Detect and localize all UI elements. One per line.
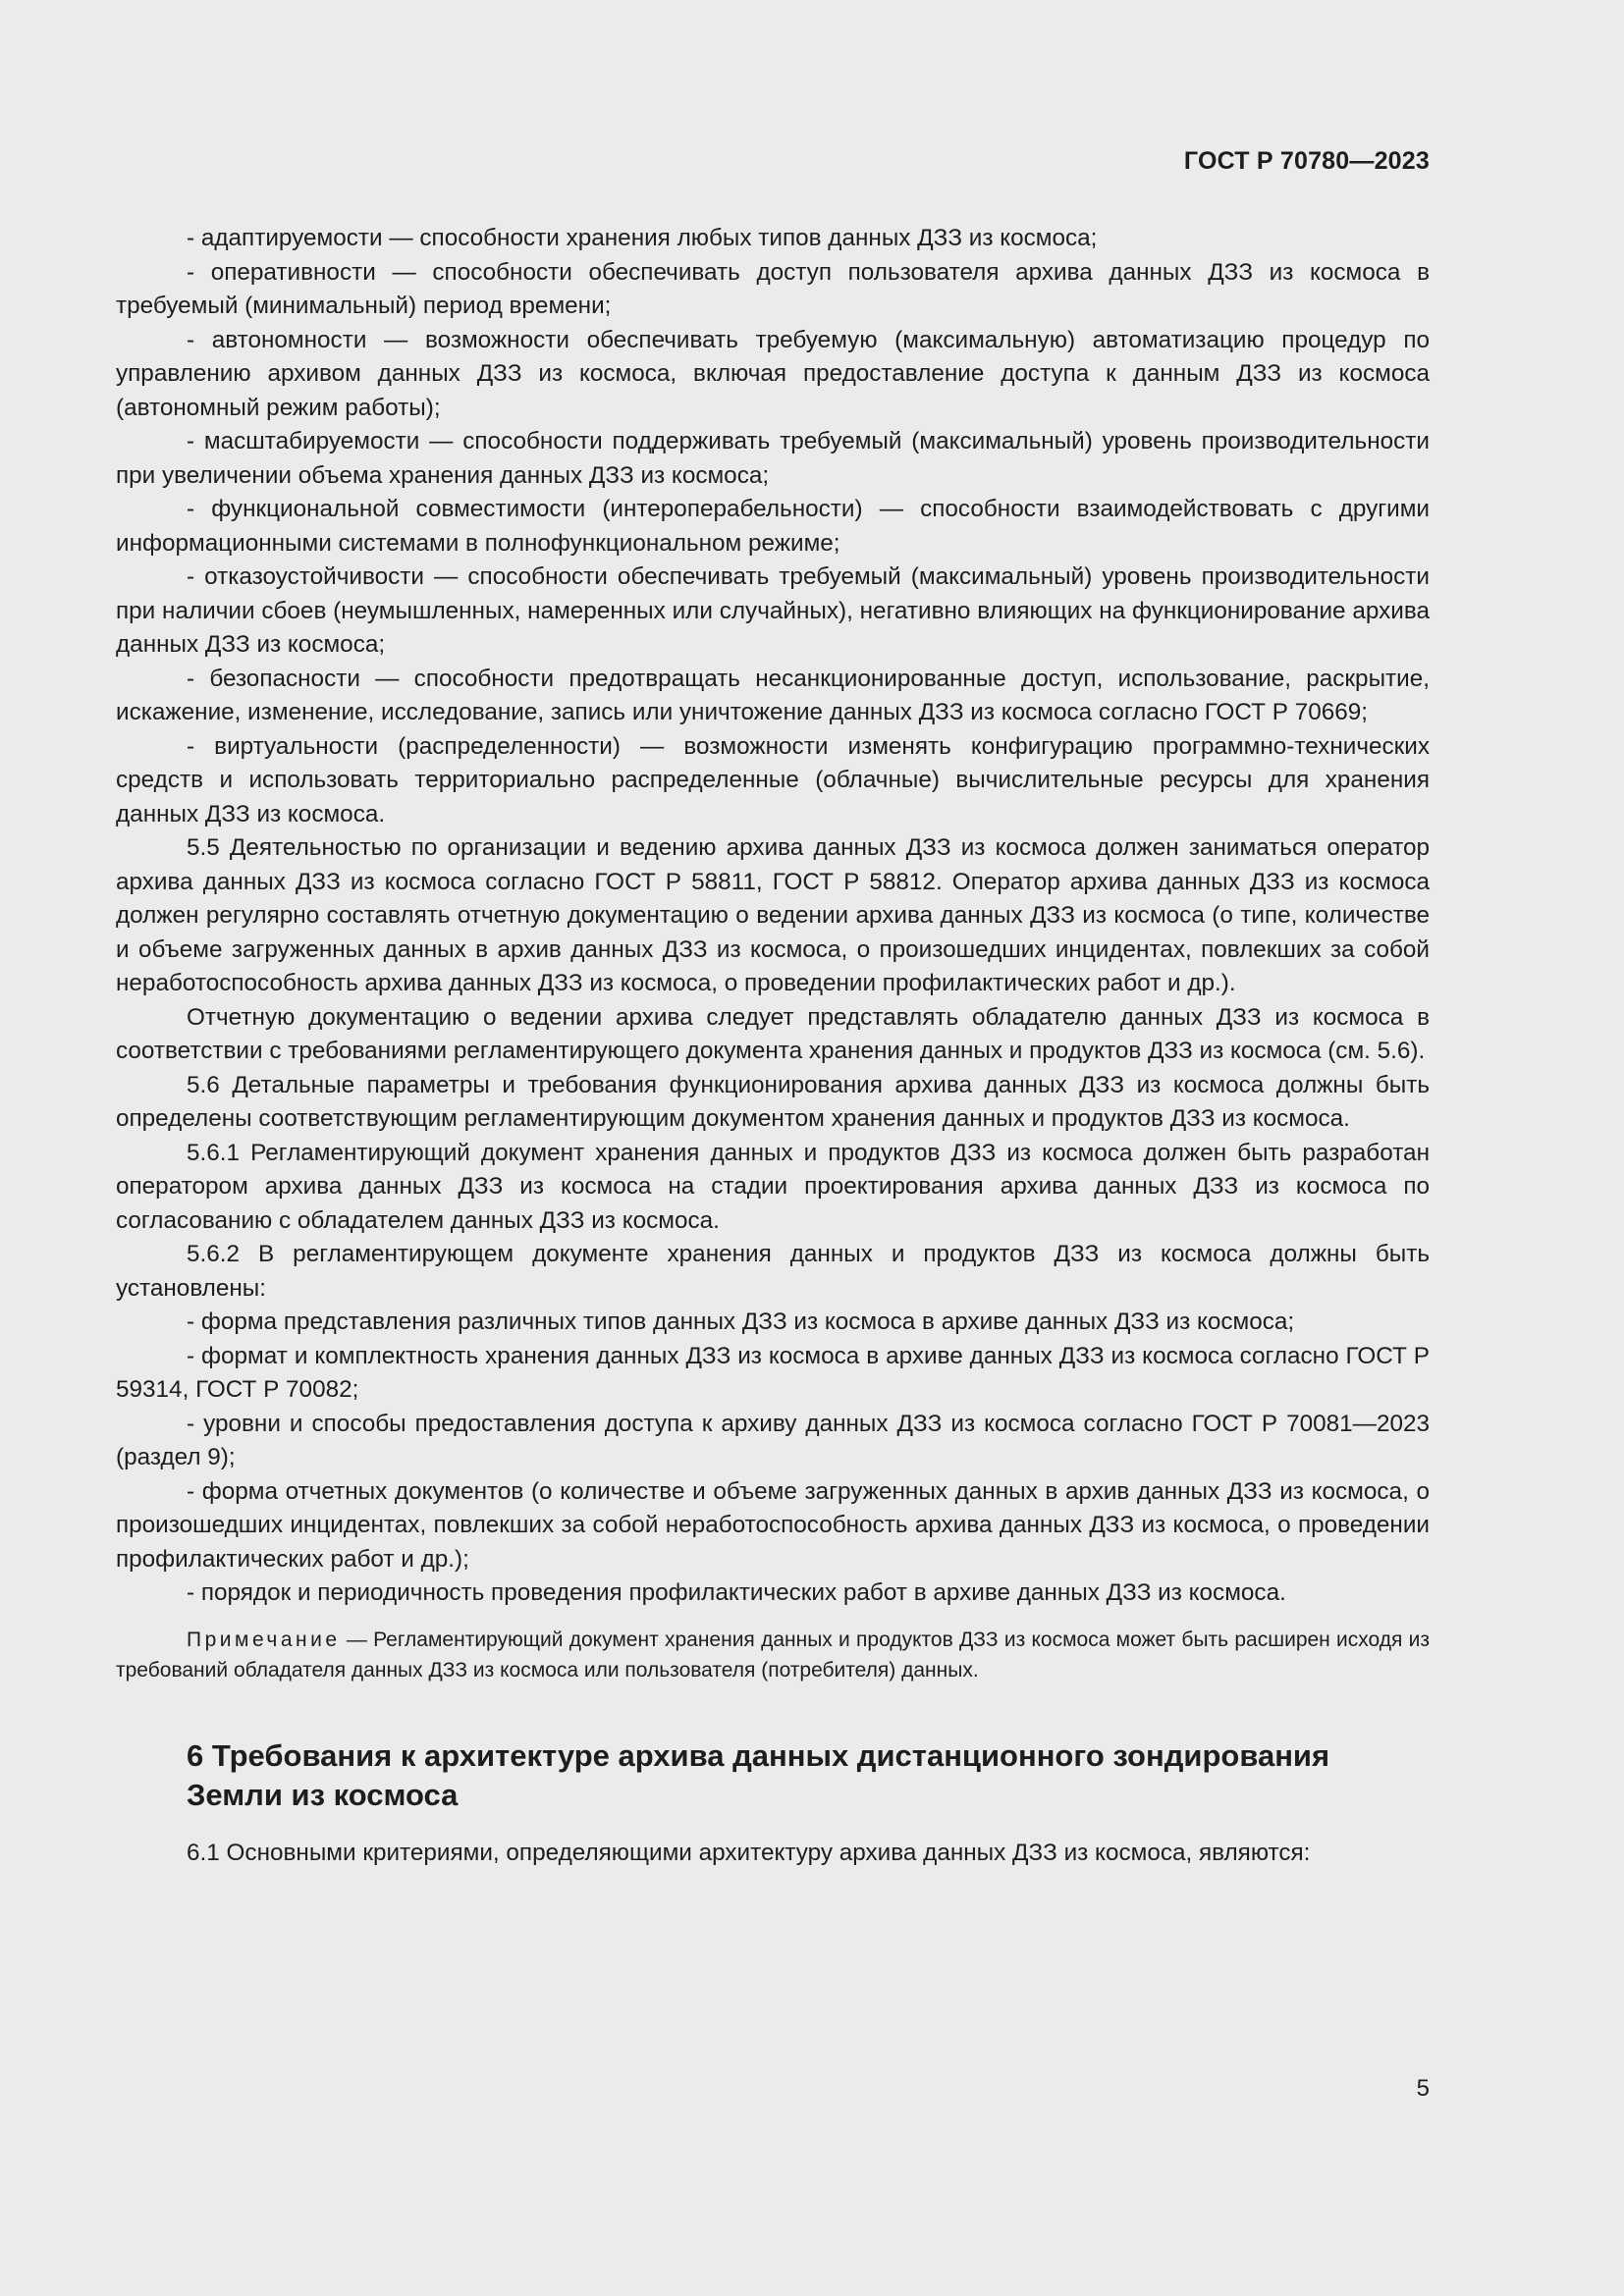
list-item-virtuality: - виртуальности (распределенности) — возможности изменять конфигурацию программно-технических средств и использовать территориально распределенные (облачные) вычислительные ресурсы для хранения данных ДЗЗ из космоса. [116,732,1430,828]
list-item-fault-tolerance: - отказоустойчивости — способности обеспечивать требуемый (максимальный) уровень производительности при наличии сбоев (неумышленных, намеренных или случайных), негативно влияющих на функционирование архива данных ДЗЗ из космоса; [116,563,1430,658]
clause-5-6: 5.6 Детальные параметры и требования функционирования архива данных ДЗЗ из космоса должны быть определены соответствующим регламентирующим документом хранения данных и продуктов ДЗЗ из космоса. [116,1071,1430,1132]
list-item-efficiency: - оперативности — способности обеспечивать доступ пользователя архива данных ДЗЗ из космоса в требуемый (минимальный) период времени; [116,258,1430,319]
list-item-scalability: - масштабируемости — способности поддерживать требуемый (максимальный) уровень производительности при увеличении объема хранения данных ДЗЗ из космоса; [116,428,1430,489]
section-6-heading: 6 Требования к архитектуре архива данных дистанционного зондирования Земли из космоса [187,1737,1330,1812]
note-label: Примечание [187,1628,341,1651]
clause-5-5: 5.5 Деятельностью по организации и ведению архива данных ДЗЗ из космоса должен заниматься оператор архива данных ДЗЗ из космоса согласно ГОСТ Р 58811, ГОСТ Р 58812. Оператор архива данных ДЗЗ из космоса должен регулярно составлять отчетную документацию о ведении архива данных ДЗЗ из космоса (о типе, количестве и объеме загруженных данных в архив данных ДЗЗ из космоса, о произошедших инцидентах, повлекших за собой неработоспособность архива данных ДЗЗ из космоса, о проведении профилактических работ и др.). [116,834,1430,996]
list-item-access-levels: - уровни и способы предоставления доступа к архиву данных ДЗЗ из космоса согласно ГОСТ Р 70081—2023 (раздел 9); [116,1410,1430,1470]
list-item-security: - безопасности — способности предотвращать несанкционированные доступ, использование, раскрытие, искажение, изменение, исследование, запись или уничтожение данных ДЗЗ из космоса согласно ГОСТ Р 70669; [116,665,1430,725]
clause-6-1: 6.1 Основными критериями, определяющими архитектуру архива данных ДЗЗ из космоса, являются: [187,1839,1311,1866]
note-text: — Регламентирующий документ хранения данных и продуктов ДЗЗ из космоса может быть расширен исходя из требований обладателя данных ДЗЗ из космоса или пользователя (потребителя) данных. [116,1628,1430,1682]
list-item-maintenance: - порядок и периодичность проведения профилактических работ в архиве данных ДЗЗ из космоса. [187,1579,1286,1606]
list-item-autonomy: - автономности — возможности обеспечивать требуемую (максимальную) автоматизацию процедур по управлению архивом данных ДЗЗ из космоса, включая предоставление доступа к данным ДЗЗ из космоса (автономный режим работы); [116,326,1430,421]
list-item-interoperability: - функциональной совместимости (интероперабельности) — способности взаимодействовать с другими информационными системами в полнофункциональном режиме; [116,496,1430,557]
document-body [116,222,1430,1870]
list-item-storage-format: - формат и комплектность хранения данных ДЗЗ из космоса в архиве данных ДЗЗ из космоса согласно ГОСТ Р 59314, ГОСТ Р 70082; [116,1342,1430,1403]
list-item-adaptability: - адаптируемости — способности хранения любых типов данных ДЗЗ из космоса; [187,225,1098,251]
clause-5-6-2: 5.6.2 В регламентирующем документе хранения данных и продуктов ДЗЗ из космоса должны быть установлены: [116,1241,1430,1302]
list-item-report-form: - форма отчетных документов (о количестве и объеме загруженных данных в архив данных ДЗЗ из космоса, о произошедших инцидентах, повлекших за собой неработоспособность архива данных ДЗЗ из космоса, о проведении профилактических работ и др.); [116,1477,1430,1573]
list-item-data-form: - форма представления различных типов данных ДЗЗ из космоса в архиве данных ДЗЗ из космоса; [187,1308,1295,1335]
document-code-header: ГОСТ Р 70780—2023 [1183,147,1430,175]
clause-5-6-1: 5.6.1 Регламентирующий документ хранения данных и продуктов ДЗЗ из космоса должен быть разработан оператором архива данных ДЗЗ из космоса на стадии проектирования архива данных ДЗЗ из космоса по согласованию с обладателем данных ДЗЗ из космоса. [116,1139,1430,1234]
note-paragraph [116,1625,1430,1685]
page-number: 5 [1416,2075,1430,2102]
paragraph-reporting: Отчетную документацию о ведении архива следует представлять обладателю данных ДЗЗ из космоса в соответствии с требованиями регламентирующего документа хранения данных и продуктов ДЗЗ из космоса (см. 5.6). [116,1003,1430,1064]
